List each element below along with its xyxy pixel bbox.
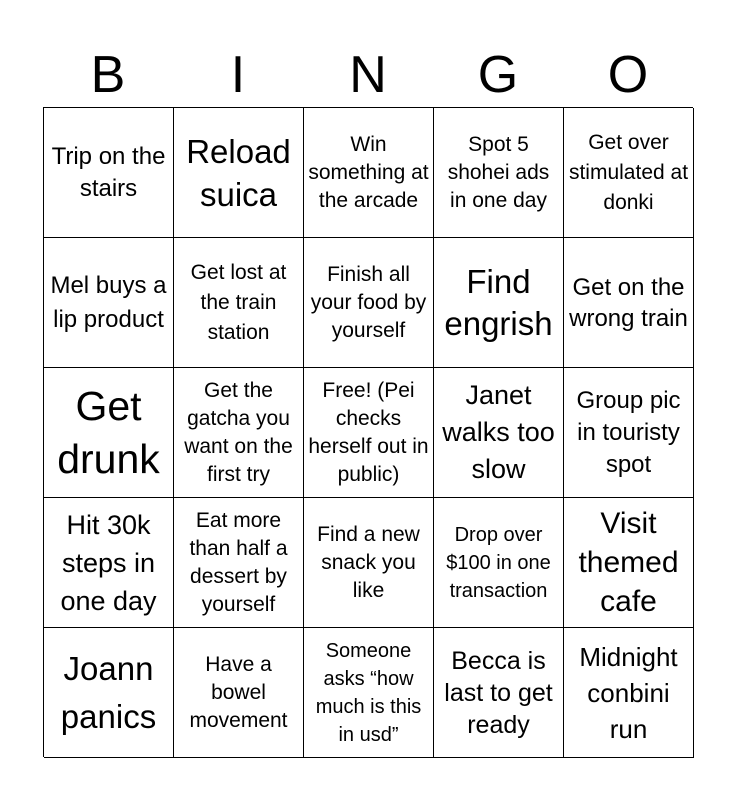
bingo-cell-text: Spot 5 shohei ads in one day	[447, 132, 550, 212]
bingo-cell-text: Free! (Pei checks herself out in public)	[308, 378, 429, 486]
header-letter-b: B	[90, 46, 126, 104]
bingo-cell[interactable]	[434, 368, 564, 498]
bingo-cell[interactable]	[174, 368, 304, 498]
bingo-cell-text: Someone asks “how much is this in usd”	[315, 639, 422, 746]
bingo-cell[interactable]	[564, 108, 694, 238]
bingo-cell[interactable]	[174, 498, 304, 628]
bingo-cell-text: Get drunk	[57, 382, 160, 482]
bingo-cell-text: Finish all your food by yourself	[310, 262, 427, 342]
bingo-cell-text: Reload suica	[186, 132, 291, 213]
bingo-cell-text: Trip on the stairs	[51, 142, 166, 202]
bingo-cell-text: Get lost at the train station	[190, 260, 287, 344]
bingo-cell[interactable]	[44, 628, 174, 758]
bingo-grid	[43, 107, 693, 757]
bingo-cell-text: Have a bowel movement	[189, 652, 288, 732]
bingo-cell[interactable]	[434, 108, 564, 238]
bingo-cell-text: Drop over $100 in one transaction	[446, 523, 551, 602]
bingo-cell[interactable]	[564, 498, 694, 628]
bingo-cell[interactable]	[434, 238, 564, 368]
bingo-cell[interactable]	[44, 238, 174, 368]
bingo-cell-text: Win something at the arcade	[308, 132, 429, 212]
bingo-cell[interactable]	[304, 498, 434, 628]
bingo-cell[interactable]	[174, 628, 304, 758]
bingo-cell[interactable]	[304, 368, 434, 498]
bingo-cell[interactable]	[564, 628, 694, 758]
header-letter-n: N	[349, 46, 387, 104]
bingo-cell[interactable]	[174, 108, 304, 238]
bingo-cell[interactable]	[44, 108, 174, 238]
bingo-cell[interactable]	[564, 368, 694, 498]
bingo-cell-text: Get on the wrong train	[569, 273, 688, 332]
bingo-cell[interactable]	[304, 628, 434, 758]
bingo-cell[interactable]	[304, 238, 434, 368]
bingo-cell-text: Janet walks too slow	[442, 380, 555, 484]
bingo-cell[interactable]	[564, 238, 694, 368]
bingo-cell-text: Group pic in touristy spot	[576, 386, 681, 478]
bingo-cell-text: Find a new snack you like	[317, 522, 420, 602]
bingo-header	[43, 42, 693, 108]
bingo-cell-text: Joann panics	[60, 649, 157, 735]
bingo-cell[interactable]	[174, 238, 304, 368]
bingo-cell[interactable]	[304, 108, 434, 238]
bingo-cell-text: Eat more than half a dessert by yourself	[189, 508, 288, 616]
header-letter-i: I	[230, 46, 246, 104]
bingo-cell[interactable]	[44, 368, 174, 498]
header-letter-g: G	[477, 46, 519, 104]
bingo-cell-text: Midnight conbini run	[579, 641, 678, 744]
bingo-cell[interactable]	[44, 498, 174, 628]
bingo-cell-text: Get the gatcha you want on the first try	[184, 378, 293, 486]
bingo-cell-text: Visit themed cafe	[578, 507, 679, 618]
bingo-cell-text: Get over stimulated at donki	[568, 130, 689, 214]
bingo-cell[interactable]	[434, 628, 564, 758]
bingo-cell-text: Mel buys a lip product	[50, 271, 167, 333]
bingo-cell-text: Find engrish	[444, 262, 553, 342]
bingo-cell-text: Becca is last to get ready	[444, 646, 553, 739]
bingo-cell-text: Hit 30k steps in one day	[60, 509, 157, 616]
header-letter-o: O	[607, 46, 649, 104]
bingo-cell[interactable]	[434, 498, 564, 628]
